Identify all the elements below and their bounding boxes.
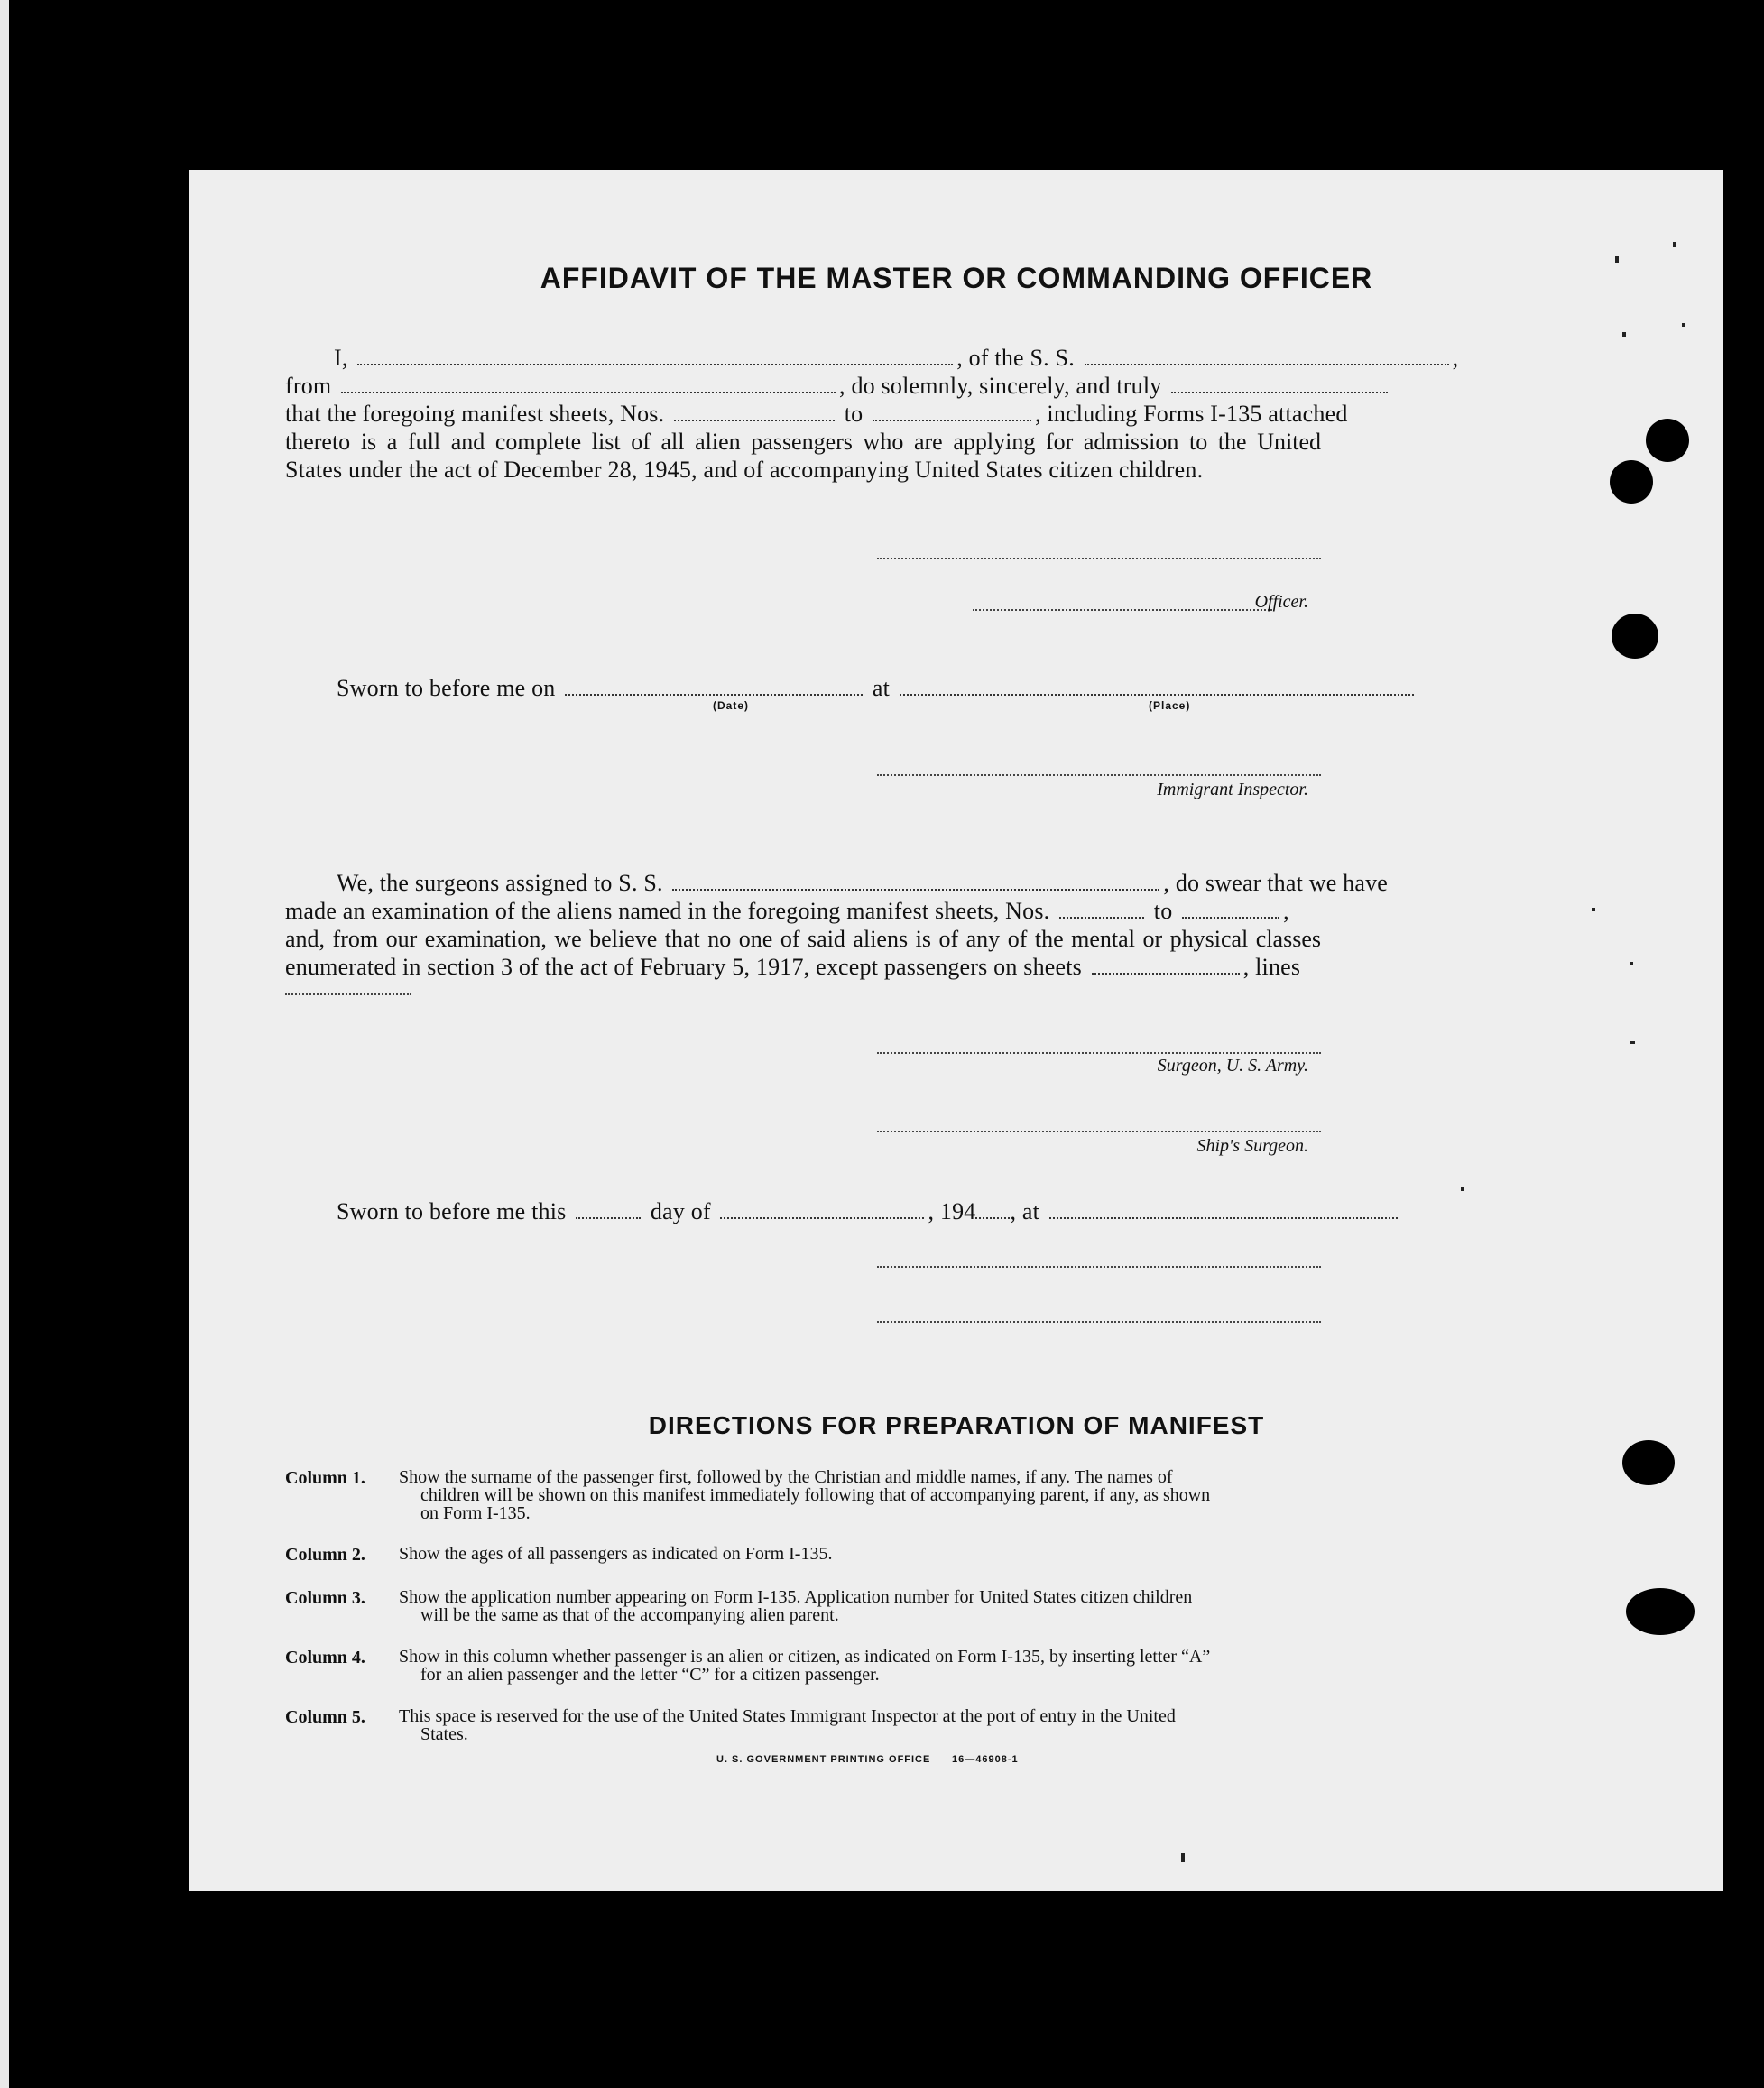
punch-hole bbox=[1646, 419, 1689, 462]
column-5-label: Column 5. bbox=[285, 1707, 365, 1727]
surgeons-line-3: and, from our examination, we believe that no one of said aliens is of any of the mental or physical classes bbox=[285, 926, 1321, 952]
text-solemnly: , do solemnly, sincerely, and truly bbox=[839, 373, 1162, 399]
text-including: , including Forms I-135 attached bbox=[1035, 401, 1348, 427]
affidavit-line-2 bbox=[285, 373, 1391, 400]
column-4-label: Column 4. bbox=[285, 1648, 365, 1668]
ship-surgeon-label: Ship's Surgeon. bbox=[1196, 1136, 1308, 1156]
day-blank[interactable] bbox=[576, 1216, 641, 1219]
text-from: from bbox=[285, 373, 332, 399]
form-code: 16—46908-1 bbox=[952, 1754, 1019, 1765]
speck bbox=[1461, 1187, 1464, 1191]
text-day-of: day of bbox=[650, 1198, 711, 1224]
surgeon-ship-blank[interactable] bbox=[672, 888, 1159, 891]
officer-signature-line-3[interactable] bbox=[877, 1266, 1321, 1268]
nos-from-blank[interactable] bbox=[674, 419, 835, 421]
punch-hole bbox=[1612, 614, 1658, 659]
army-surgeon-signature-line[interactable] bbox=[877, 1052, 1321, 1054]
text-sworn: Sworn to before me on bbox=[337, 675, 556, 701]
punch-hole bbox=[1610, 460, 1653, 504]
column-4-line-2: for an alien passenger and the letter “C” for a citizen passenger. bbox=[420, 1665, 880, 1685]
date-blank[interactable] bbox=[565, 693, 863, 696]
text-to: to bbox=[1153, 898, 1173, 924]
affidavit-line-1 bbox=[334, 345, 1458, 372]
speck bbox=[1630, 962, 1633, 965]
column-5-line-2: States. bbox=[420, 1724, 468, 1744]
officer-signature-line-1[interactable] bbox=[877, 558, 1321, 559]
month-blank[interactable] bbox=[720, 1216, 924, 1219]
date-label: (Date) bbox=[713, 699, 750, 712]
column-1-text bbox=[399, 1468, 1321, 1522]
speck bbox=[1181, 1853, 1185, 1862]
inspector-label: Immigrant Inspector. bbox=[1157, 780, 1308, 799]
speck bbox=[1630, 1041, 1635, 1044]
column-2-label: Column 2. bbox=[285, 1545, 365, 1565]
officer-signature-line-4[interactable] bbox=[877, 1321, 1321, 1323]
surgeons-line-4 bbox=[285, 954, 1300, 981]
text-do-swear: , do swear that we have bbox=[1163, 870, 1389, 896]
sworn-line-2 bbox=[337, 1198, 1401, 1225]
name-blank[interactable] bbox=[357, 363, 953, 365]
affidavit-line-4: thereto is a full and complete list of all alien passengers who are applying for admission to the United bbox=[285, 429, 1321, 455]
lines-blank[interactable] bbox=[285, 993, 411, 995]
column-1-line-3: on Form I-135. bbox=[420, 1503, 531, 1523]
column-5-text bbox=[399, 1707, 1321, 1743]
text-comma: , bbox=[1283, 898, 1289, 924]
officer-label: Officer. bbox=[1254, 592, 1308, 612]
nos-to-blank[interactable] bbox=[873, 419, 1031, 421]
text-i: I, bbox=[334, 345, 348, 371]
sworn-line-1 bbox=[337, 675, 1418, 702]
ship-blank[interactable] bbox=[1085, 363, 1449, 365]
sheets-to-blank[interactable] bbox=[1182, 916, 1279, 919]
column-3-line-1: Show the application number appearing on Form I-135. Application number for United States citizen children bbox=[399, 1587, 1193, 1607]
place-blank[interactable] bbox=[900, 693, 1414, 696]
text-enumerated: enumerated in section 3 of the act of February 5, 1917, except passengers on sheets bbox=[285, 954, 1082, 980]
affidavit-line-5: States under the act of December 28, 1945, and of accompanying United States citizen children. bbox=[285, 457, 1204, 483]
column-3-text bbox=[399, 1588, 1321, 1624]
speck bbox=[1592, 908, 1595, 911]
punch-hole bbox=[1622, 1440, 1675, 1485]
text-to: to bbox=[844, 401, 864, 427]
text-of-ss: , of the S. S. bbox=[956, 345, 1075, 371]
column-3-line-2: will be the same as that of the accompanying alien parent. bbox=[420, 1605, 839, 1625]
text-at: , at bbox=[1010, 1198, 1040, 1224]
year-blank[interactable] bbox=[975, 1216, 1010, 1219]
column-1-line-1: Show the surname of the passenger first, followed by the Christian and middle names, if any. The names of bbox=[399, 1467, 1173, 1487]
surgeons-line-2 bbox=[285, 898, 1289, 925]
column-4-text bbox=[399, 1648, 1321, 1684]
text-surgeons: We, the surgeons assigned to S. S. bbox=[337, 870, 663, 896]
column-5-line-1: This space is reserved for the use of the United States Immigrant Inspector at the port of entry in the United bbox=[399, 1706, 1176, 1726]
column-4-line-1: Show in this column whether passenger is an alien or citizen, as indicated on Form I-135, by inserting letter “A” bbox=[399, 1647, 1211, 1667]
form-page bbox=[189, 170, 1723, 1891]
column-2-text bbox=[399, 1545, 1321, 1563]
page-title: AFFIDAVIT OF THE MASTER OR COMMANDING OFFICER bbox=[540, 262, 1373, 294]
printer-imprint: U. S. GOVERNMENT PRINTING OFFICE bbox=[716, 1754, 931, 1765]
surgeons-line-1 bbox=[337, 870, 1388, 897]
text-that: that the foregoing manifest sheets, Nos. bbox=[285, 401, 665, 427]
speck bbox=[1682, 323, 1685, 327]
speck bbox=[1622, 332, 1626, 337]
place-label: (Place) bbox=[1149, 699, 1191, 712]
inspector-signature-line[interactable] bbox=[877, 774, 1321, 776]
speck bbox=[1615, 256, 1619, 263]
text-sworn-this: Sworn to before me this bbox=[337, 1198, 567, 1224]
text-at: at bbox=[872, 675, 891, 701]
ship-surgeon-signature-line[interactable] bbox=[877, 1131, 1321, 1132]
affidavit-line-3 bbox=[285, 401, 1348, 428]
text-year: , 194 bbox=[928, 1198, 976, 1224]
from-blank[interactable] bbox=[341, 391, 836, 393]
text-lines: , lines bbox=[1242, 954, 1301, 980]
column-2-line-1: Show the ages of all passengers as indicated on Form I-135. bbox=[399, 1544, 833, 1564]
army-surgeon-label: Surgeon, U. S. Army. bbox=[1157, 1056, 1308, 1076]
column-1-label: Column 1. bbox=[285, 1468, 365, 1488]
text-comma: , bbox=[1452, 345, 1459, 371]
directions-title: DIRECTIONS FOR PREPARATION OF MANIFEST bbox=[648, 1411, 1265, 1439]
truly-blank[interactable] bbox=[1171, 391, 1388, 393]
column-3-label: Column 3. bbox=[285, 1588, 365, 1608]
except-sheets-blank[interactable] bbox=[1092, 972, 1240, 975]
film-edge bbox=[0, 0, 9, 2088]
sheets-from-blank[interactable] bbox=[1059, 916, 1144, 919]
speck bbox=[1673, 242, 1676, 247]
text-made-exam: made an examination of the aliens named in the foregoing manifest sheets, Nos. bbox=[285, 898, 1050, 924]
column-1-line-2: children will be shown on this manifest immediately following that of accompanying parent, if any, as shown bbox=[420, 1485, 1211, 1505]
punch-hole bbox=[1626, 1588, 1695, 1635]
sworn-place-blank[interactable] bbox=[1049, 1216, 1398, 1219]
